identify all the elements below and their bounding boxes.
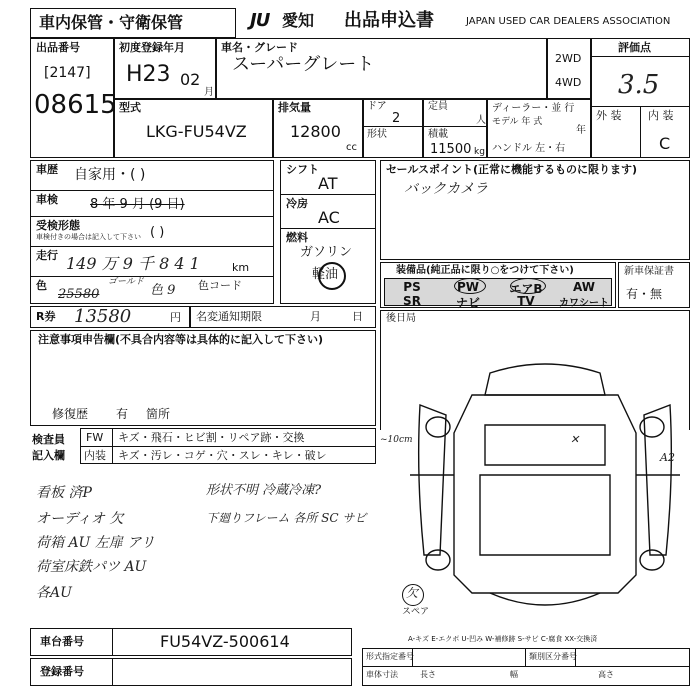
color-label: 色 [36,279,47,292]
notes-label: 注意事項申告欄(不具合内容等は具体的に記入して下さい) [38,333,324,346]
damage-legend: A-キズ E-エクボ U-凹み W-補修跡 S-サビ C-腐食 XX-交換済 [408,635,598,643]
org-name: 愛知 [282,11,315,30]
inspector-row1-tag: FW [86,431,104,444]
repair-label: 修復歴 [52,407,89,421]
displacement-label: 排気量 [278,101,311,114]
form-title: 出品申込書 [344,10,434,31]
fuel-gasoline: ガソリン [300,245,353,260]
spare-label: スペア [402,607,430,617]
registration-era-year: H23 [126,62,171,87]
damage-diagram [410,355,680,625]
inspector-row1-note: ~10cm [380,435,413,445]
inspection-value: 8 年 9 月 (9 日) [90,197,185,212]
color-after: 色 9 [150,283,176,298]
car-name-value: スーパーグレート [232,54,375,75]
load-value: 11500 [430,142,472,157]
equipment-ps: PS [403,280,421,294]
fuel-label: 燃料 [286,231,308,244]
shift-label: シフト [286,163,319,176]
plate-label: 登録番号 [40,665,84,678]
grade-label: 評価点 [618,41,651,54]
inspector-row2-tag: 内装 [84,449,106,462]
storage-note-box [30,8,236,38]
spec-size-label: 車体寸法 [366,670,398,679]
name-change-day: 日 [352,310,363,323]
drive-4wd: 4WD [555,76,582,89]
pw-circle-mark [454,278,486,294]
model-value: LKG-FU54VZ [146,122,247,141]
name-change-month: 月 [310,310,321,323]
displacement-value: 12800 [290,122,341,141]
interior-label: 内 装 [648,109,674,122]
spec-category-label: 類別区分番号 [529,652,577,661]
remark-1: 看板 済P [36,485,92,501]
registration-month-unit: 月 [204,87,214,98]
lot-bracket-number: [2147] [44,65,91,81]
body-type-label: 形状 [367,129,387,140]
mileage-value: 149 万 9 千 8 4 1 [66,254,200,273]
equipment-sr: SR [403,294,421,308]
inspection-label: 車検 [36,193,58,206]
load-label: 積載 [428,129,448,140]
lot-number: 08615 [34,90,117,120]
doors-value: 2 [392,111,401,126]
doors-label: ドア [367,101,387,112]
r-ticket-unit: 円 [170,311,181,324]
r-ticket-value: 13580 [74,306,132,327]
capacity-label: 定員 [428,101,448,112]
model-label: 型式 [119,101,141,114]
repair-place: 箇所 [146,407,171,421]
color-value: ゴールド [108,277,144,287]
shift-value: AT [318,174,338,193]
r-ticket-label: R券 [36,310,56,323]
mileage-unit: km [232,261,250,274]
color-code-label: 色コード [198,279,242,292]
repair-value: 有 [116,407,129,421]
inspector-label: 検査員 [32,433,65,446]
memo-label: 後日局 [386,313,416,324]
chassis-label: 車台番号 [40,635,84,648]
interior-grade: C [659,134,671,153]
insurance-note: 車検付きの場合は記入して下さい [36,233,141,241]
chassis-value: FU54VZ-500614 [160,632,290,651]
spec-height: 高さ [598,670,614,679]
history-label: 車歴 [36,163,58,176]
diagram-mark-x: ✕ [570,433,580,446]
equipment-airbag: エアB [509,282,543,296]
load-unit: kg [474,147,485,157]
year-unit: 年 [576,125,586,136]
entry-label: 記入欄 [32,449,65,462]
equipment-tv: TV [517,294,535,308]
model-year-label: モデル 年 式 [492,117,543,127]
equipment-navi: ナビ [455,296,480,310]
registration-label: 初度登録年月 [119,41,185,54]
handle-label: ハンドル 左・右 [492,143,566,154]
registration-month: 02 [180,70,201,89]
capacity-unit: 人 [476,115,486,126]
remark-2: オーディオ 欠 [36,511,124,527]
ac-label: 冷房 [286,197,308,210]
ju-logo: JU [250,10,270,31]
dealer-label: ディーラー・並 行 [492,103,575,114]
airbag-circle-mark [510,278,546,294]
history-value: 自家用・( ) [74,167,146,183]
remark-3: 荷箱 AU 左扉 アリ [36,535,155,551]
insurance-label: 受検形態 [36,219,80,232]
sales-point-label: セールスポイント(正常に機能するものに限ります) [386,163,638,176]
spare-mark: 欠 [406,586,419,600]
exterior-label: 外 装 [596,109,622,122]
form-title-en: JAPAN USED CAR DEALERS ASSOCIATION [466,16,671,27]
lot-label: 出品番号 [36,41,80,54]
remark-right-2: 下廻りフレーム 各所 SC サビ [206,511,367,525]
inspector-row1: キズ・飛石・ヒビ割・リペア跡・交換 [118,431,305,444]
displacement-unit: cc [346,142,357,153]
new-warranty-label: 新車保証書 [624,266,674,277]
drive-2wd: 2WD [555,52,582,65]
car-name-label: 車名・グレード [221,41,298,54]
grade-score: 3.5 [618,70,660,100]
color-struck: 25580 [58,287,100,302]
storage-note: 車内保管・守衛保管 [39,13,184,32]
equipment-aw: AW [573,280,595,294]
ac-value: AC [318,208,340,227]
remark-4: 荷室床鉄パツ AU [36,559,147,575]
name-change-label: 名変通知期限 [196,310,262,323]
new-warranty-value: 有・無 [626,287,663,301]
fuel-circle-mark [318,262,346,290]
insurance-paren: ( ) [150,225,165,240]
sales-point-value: バックカメラ [404,181,488,197]
inspector-row2: キズ・汚レ・コゲ・穴・スレ・キレ・破レ [118,449,327,462]
equipment-pw: PW [456,280,480,294]
remark-5: 各AU [36,585,72,601]
fuel-selected: 軽油 [312,267,339,282]
mileage-label: 走行 [36,249,58,262]
spec-length: 長さ [420,670,436,679]
spec-form-label: 形式指定番号 [366,652,414,661]
diagram-mark-rear: A2 [660,451,675,464]
remark-right-1: 形状不明 冷蔵冷凍? [206,483,322,498]
spec-width: 幅 [510,670,518,679]
equipment-label: 装備品(純正品に限り○をつけて下さい) [396,265,574,276]
equipment-seat: カワシート [559,298,609,309]
